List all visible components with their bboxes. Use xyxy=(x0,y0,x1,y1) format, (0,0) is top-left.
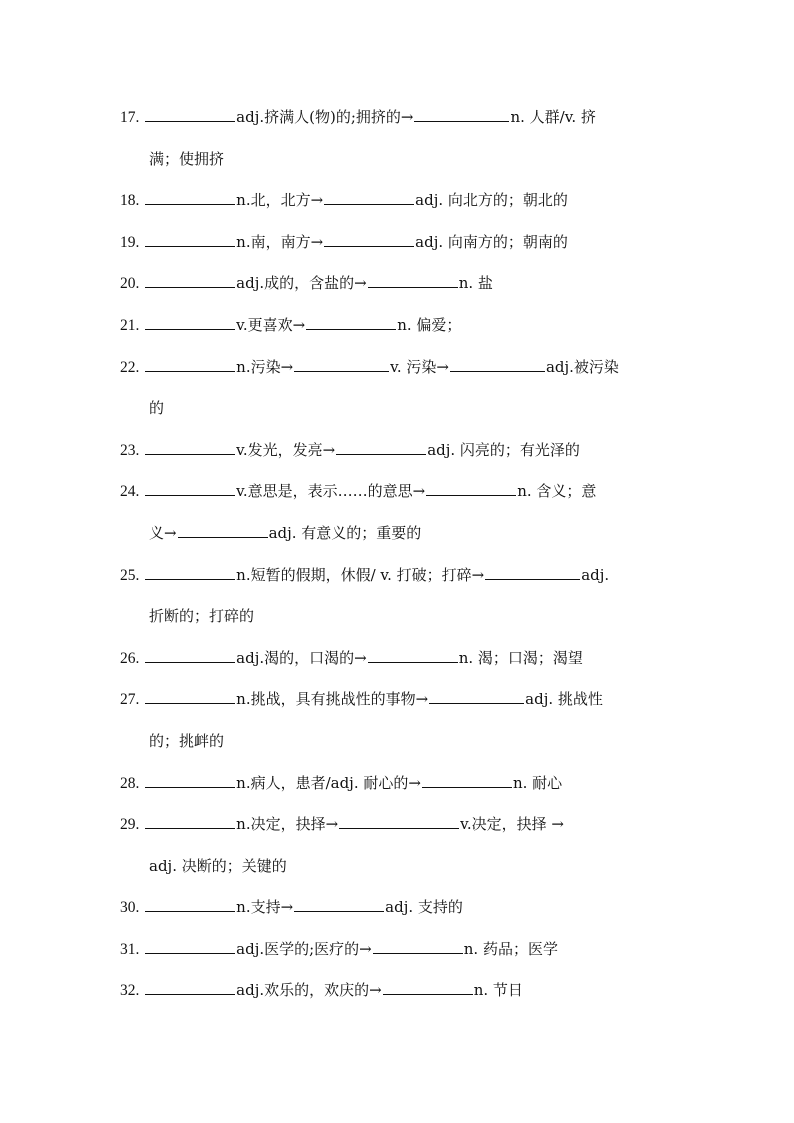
question-number: 19. xyxy=(120,233,140,251)
answer-blank[interactable] xyxy=(294,357,389,372)
question-17 xyxy=(120,97,676,180)
question-number: 20. xyxy=(120,275,140,293)
question-30 xyxy=(120,887,676,929)
clue-text: adj. 向北方的；朝北的 xyxy=(415,191,568,210)
answer-blank[interactable] xyxy=(145,814,235,829)
question-28 xyxy=(120,763,676,805)
question-23 xyxy=(120,430,676,472)
answer-blank[interactable] xyxy=(422,773,512,788)
answer-blank[interactable] xyxy=(145,315,235,330)
answer-blank[interactable] xyxy=(145,190,235,205)
clue-text: adj. 支持的 xyxy=(385,898,463,917)
continuation-line: 满；使拥挤 xyxy=(149,149,225,168)
answer-blank[interactable] xyxy=(373,939,463,954)
question-27 xyxy=(120,679,676,762)
clue-text: adj.医学的;医疗的→ xyxy=(236,939,372,958)
answer-blank[interactable] xyxy=(450,357,545,372)
clue-text: 义→ xyxy=(149,523,177,542)
question-20 xyxy=(120,263,676,305)
answer-blank[interactable] xyxy=(145,565,235,580)
answer-blank[interactable] xyxy=(368,648,458,663)
clue-text: n.短暂的假期，休假/ v. 打破；打碎→ xyxy=(236,565,485,584)
question-number: 28. xyxy=(120,774,140,792)
clue-text: adj.挤满人(物)的;拥挤的→ xyxy=(236,108,414,126)
answer-blank[interactable] xyxy=(339,814,459,829)
answer-blank[interactable] xyxy=(294,897,384,912)
worksheet xyxy=(120,97,676,1012)
answer-blank[interactable] xyxy=(145,773,235,788)
answer-blank[interactable] xyxy=(145,232,235,247)
answer-blank[interactable] xyxy=(145,481,235,496)
clue-text: n.支持→ xyxy=(236,898,294,917)
question-number: 30. xyxy=(120,899,140,917)
clue-text: v.意思是，表示……的意思→ xyxy=(236,482,426,501)
answer-blank[interactable] xyxy=(145,273,235,288)
clue-text: n.污染→ xyxy=(236,357,294,376)
answer-blank[interactable] xyxy=(306,315,396,330)
question-number: 25. xyxy=(120,566,140,584)
question-number: 23. xyxy=(120,441,140,459)
clue-text: adj.被污染 xyxy=(545,357,619,376)
question-21 xyxy=(120,305,676,347)
answer-blank[interactable] xyxy=(383,980,473,995)
answer-blank[interactable] xyxy=(324,232,414,247)
answer-blank[interactable] xyxy=(145,440,235,455)
question-32 xyxy=(120,970,676,1012)
question-number: 22. xyxy=(120,358,140,376)
clue-text: adj. 闪亮的；有光泽的 xyxy=(427,440,580,459)
answer-blank[interactable] xyxy=(145,648,235,663)
answer-blank[interactable] xyxy=(336,440,426,455)
question-number: 24. xyxy=(120,483,140,501)
clue-text: n.病人，患者/adj. 耐心的→ xyxy=(236,773,421,792)
continuation-line: adj. 决断的；关键的 xyxy=(149,856,287,875)
question-25 xyxy=(120,555,676,638)
question-number: 27. xyxy=(120,691,140,709)
question-19 xyxy=(120,222,676,264)
question-number: 29. xyxy=(120,816,140,834)
clue-text: n.南，南方→ xyxy=(236,232,324,251)
answer-blank[interactable] xyxy=(145,939,235,954)
clue-text: v. 污染→ xyxy=(390,357,449,376)
clue-text: n. 药品；医学 xyxy=(463,939,558,958)
answer-blank[interactable] xyxy=(145,689,235,704)
answer-blank[interactable] xyxy=(145,897,235,912)
clue-text: adj. 向南方的；朝南的 xyxy=(415,232,568,251)
clue-text: n. 耐心 xyxy=(512,773,563,792)
question-31 xyxy=(120,929,676,971)
question-number: 32. xyxy=(120,982,140,1000)
answer-blank[interactable] xyxy=(426,481,516,496)
clue-text: n. 人群/v. 挤 xyxy=(510,108,596,126)
answer-blank[interactable] xyxy=(178,523,268,538)
question-22 xyxy=(120,347,676,430)
continuation-line: 的 xyxy=(149,399,165,418)
question-number: 26. xyxy=(120,649,140,667)
question-26 xyxy=(120,638,676,680)
answer-blank[interactable] xyxy=(414,107,509,122)
question-24 xyxy=(120,471,676,554)
clue-text: n.挑战，具有挑战性的事物→ xyxy=(236,690,429,709)
continuation-line: 折断的；打碎的 xyxy=(149,607,255,626)
answer-blank[interactable] xyxy=(324,190,414,205)
clue-text: adj.成的，含盐的→ xyxy=(236,274,367,293)
answer-blank[interactable] xyxy=(145,357,235,372)
question-29 xyxy=(120,804,676,887)
question-number: 21. xyxy=(120,316,140,334)
question-number: 18. xyxy=(120,192,140,210)
clue-text: v.决定，抉择 → xyxy=(460,815,564,834)
clue-text: n. 盐 xyxy=(458,274,493,293)
answer-blank[interactable] xyxy=(429,689,524,704)
question-18 xyxy=(120,180,676,222)
answer-blank[interactable] xyxy=(145,107,235,122)
continuation-line xyxy=(120,513,676,555)
clue-text: n.北，北方→ xyxy=(236,191,324,210)
continuation-line: 的；挑衅的 xyxy=(149,731,225,750)
question-number: 31. xyxy=(120,940,140,958)
clue-text: adj.渴的，口渴的→ xyxy=(236,648,367,667)
clue-text: v.发光，发亮→ xyxy=(236,440,336,459)
clue-text: adj. 有意义的；重要的 xyxy=(268,523,422,542)
clue-text: n. 偏爱； xyxy=(397,315,462,334)
answer-blank[interactable] xyxy=(368,273,458,288)
clue-text: n. 节日 xyxy=(473,981,523,1000)
answer-blank[interactable] xyxy=(145,980,235,995)
answer-blank[interactable] xyxy=(485,565,580,580)
clue-text: adj. xyxy=(581,565,610,584)
clue-text: n. 渴；口渴；渴望 xyxy=(458,648,583,667)
clue-text: adj. 挑战性 xyxy=(525,690,603,709)
clue-text: n. 含义；意 xyxy=(517,482,597,501)
clue-text: adj.欢乐的，欢庆的→ xyxy=(236,981,382,1000)
clue-text: v.更喜欢→ xyxy=(236,315,306,334)
clue-text: n.决定，抉择→ xyxy=(236,815,339,834)
question-number: 17. xyxy=(120,109,140,126)
